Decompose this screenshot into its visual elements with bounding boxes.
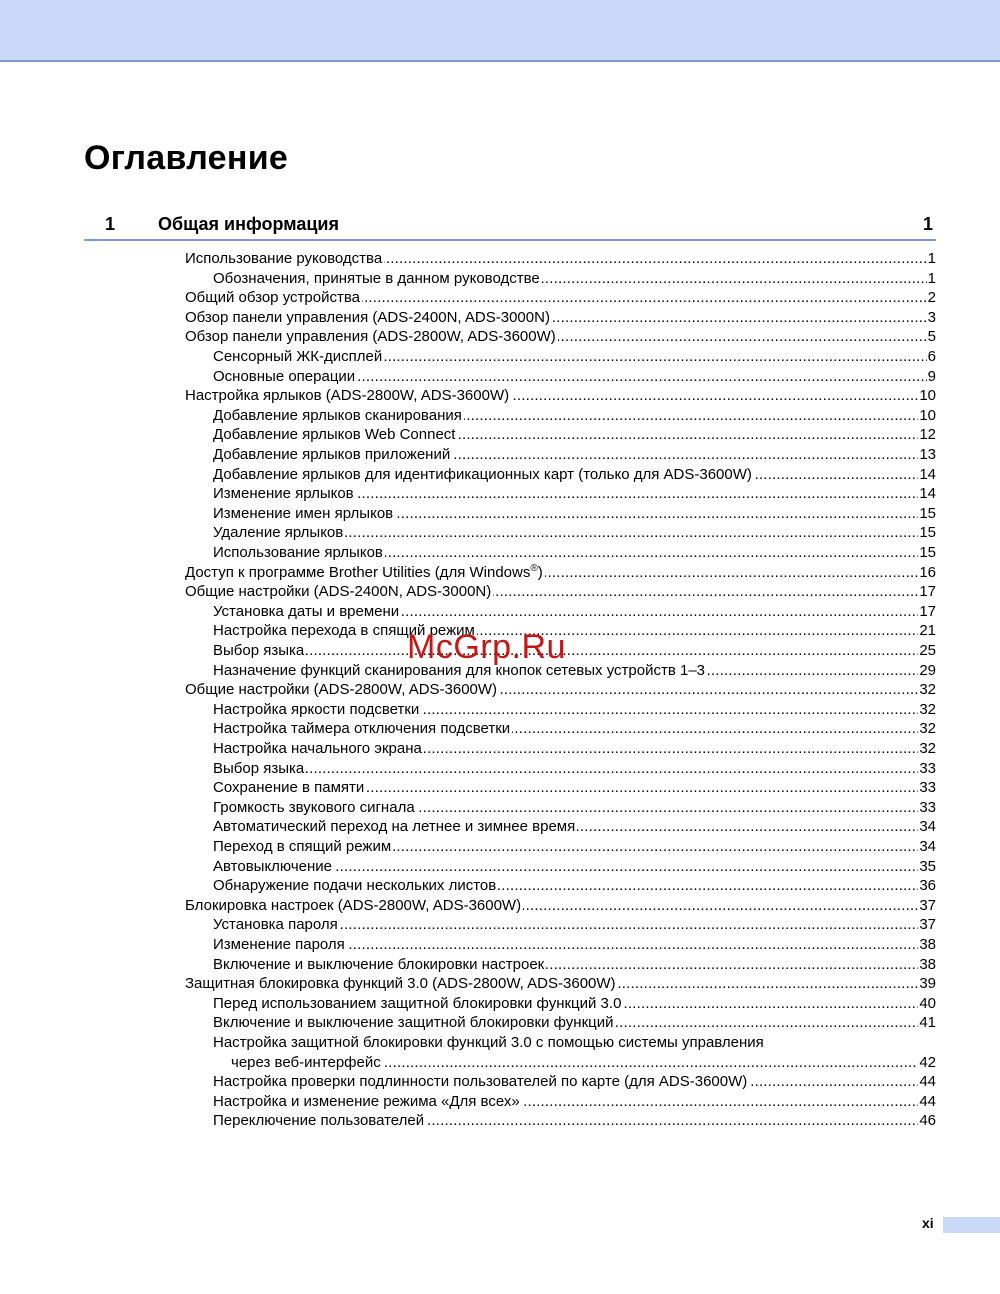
toc-entry[interactable] <box>213 367 936 387</box>
toc-entry[interactable] <box>213 504 936 524</box>
toc-entry-page: 15 <box>919 504 936 522</box>
toc-entry-page: 15 <box>919 544 936 561</box>
toc-entry-text: Настройка и изменение режима «Для всех» <box>213 1092 520 1110</box>
toc-entry[interactable] <box>213 425 936 445</box>
toc-entry-page: 42 <box>919 1053 936 1071</box>
toc-entry-text: Выбор языка <box>213 759 305 777</box>
toc-entry-page: 17 <box>919 602 936 620</box>
toc-entry[interactable] <box>213 915 936 935</box>
toc-entry[interactable] <box>185 680 936 700</box>
toc-entry[interactable] <box>213 739 936 759</box>
toc-entry[interactable] <box>213 406 936 426</box>
toc-entry[interactable] <box>213 817 936 837</box>
toc-entry[interactable] <box>185 582 936 602</box>
toc-entry-page: 9 <box>927 367 936 385</box>
footer-page-number: xi <box>922 1215 934 1231</box>
toc-entry[interactable] <box>213 837 936 857</box>
toc-entry-page: 33 <box>919 759 936 777</box>
toc-entry-text: Защитная блокировка функций 3.0 (ADS-2800W, ADS-3600W) <box>185 975 616 993</box>
toc-entry[interactable] <box>231 1053 936 1073</box>
toc-entry-page: 32 <box>919 700 936 718</box>
toc-entry[interactable] <box>213 347 936 367</box>
toc-entry[interactable] <box>185 288 936 308</box>
toc-entry-text: Обнаружение подачи нескольких листов <box>213 877 497 895</box>
page-title: Оглавление <box>84 139 289 177</box>
toc-entry-text: Добавление ярлыков приложений <box>213 446 451 463</box>
toc-entry-page: 36 <box>919 877 936 895</box>
toc-entry-page: 5 <box>927 328 936 346</box>
toc-entry[interactable] <box>185 327 936 347</box>
toc-entry-text: Настройка проверки подлинности пользователей по карте (для ADS-3600W) <box>213 1073 748 1091</box>
toc-entry-text: Изменение пароля <box>213 936 345 953</box>
toc-entry-page: 21 <box>919 622 936 640</box>
toc-entry-page: 38 <box>919 936 936 953</box>
toc-entry[interactable] <box>213 621 936 641</box>
toc-entry[interactable] <box>213 1072 936 1092</box>
toc-entry[interactable] <box>185 308 936 328</box>
toc-entry-text: Настройка начального экрана <box>213 740 422 757</box>
toc-entry[interactable] <box>213 955 936 975</box>
watermark: McGrp.Ru <box>407 628 566 666</box>
toc-entry-text-after: ) <box>537 563 543 581</box>
top-header-band <box>0 0 1000 62</box>
toc-entry-text: Переход в спящий режим <box>213 838 392 855</box>
toc-entry-page: 3 <box>927 308 936 326</box>
toc-entry-page: 33 <box>919 779 936 797</box>
toc-entry-page: 37 <box>919 916 936 934</box>
toc-entry-page: 32 <box>919 740 936 757</box>
toc-entry[interactable] <box>213 994 936 1014</box>
toc-entry-page: 41 <box>919 1014 936 1032</box>
toc-entry[interactable] <box>213 484 936 504</box>
toc-entry[interactable] <box>213 641 936 661</box>
toc-entry-text <box>185 564 545 581</box>
toc-entry-page: 34 <box>919 818 936 836</box>
toc-entry[interactable] <box>213 661 936 681</box>
toc-entry-text: Автоматический переход на летнее и зимнее время <box>213 818 576 836</box>
toc-entry-text: Переключение пользователей <box>213 1112 425 1130</box>
toc-entry-page: 39 <box>919 975 936 993</box>
toc-entry-page: 35 <box>919 857 936 875</box>
toc-entry[interactable] <box>213 876 936 896</box>
toc-entry[interactable] <box>213 1092 936 1112</box>
toc-entry-text: Настройка таймера отключения подсветки <box>213 720 511 738</box>
toc-entry[interactable] <box>213 719 936 739</box>
chapter-number: 1 <box>105 214 116 234</box>
toc-entry-text: Включение и выключение защитной блокировки функций <box>213 1014 614 1032</box>
toc-entry[interactable] <box>213 1013 936 1033</box>
toc-entry-page: 1 <box>927 269 936 287</box>
toc-entry-text: Сохранение в памяти <box>213 779 365 797</box>
toc-entry-page: 12 <box>919 426 936 444</box>
toc-entry-text: Добавление ярлыков для идентификационных карт (только для ADS-3600W) <box>213 465 752 483</box>
toc-entry-text: Блокировка настроек (ADS-2800W, ADS-3600W) <box>185 896 522 914</box>
toc-entry-page: 32 <box>919 720 936 738</box>
chapter-title: Общая информация <box>158 214 339 234</box>
toc-entry-page: 32 <box>919 681 936 699</box>
toc-entry-page: 1 <box>927 250 936 267</box>
toc-entry-text: Общий обзор устройства <box>185 289 360 307</box>
toc-entry-page: 16 <box>919 563 936 581</box>
chapter-heading[interactable] <box>84 211 936 241</box>
toc-entry[interactable] <box>213 1111 936 1131</box>
toc-entry-text: Изменение ярлыков <box>213 485 354 503</box>
toc-entry-text: Сенсорный ЖК-дисплей <box>213 348 383 365</box>
toc-entry-text: Обзор панели управления (ADS-2800W, ADS-3600W) <box>185 328 556 346</box>
toc-entry[interactable] <box>213 700 936 720</box>
toc-entry-page: 10 <box>919 387 936 405</box>
toc-entry-page: 25 <box>919 642 936 659</box>
toc-entry-text: Автовыключение <box>213 857 333 875</box>
toc-entry-text: Добавление ярлыков сканирования <box>213 406 462 424</box>
toc-entry-text: через веб-интерфейс <box>231 1053 381 1071</box>
toc-entry-text: Перед использованием защитной блокировки функций 3.0 <box>213 994 622 1012</box>
toc-entry-text-main: Доступ к программе Brother Utilities (для Windows <box>185 563 531 581</box>
toc-entry-text: Настройка яркости подсветки <box>213 700 420 718</box>
toc-entry[interactable] <box>185 563 936 583</box>
toc-entry-text: Включение и выключение блокировки настроек <box>213 955 545 973</box>
toc-entry[interactable] <box>213 857 936 877</box>
toc-entry-text: Обзор панели управления (ADS-2400N, ADS-3000N) <box>185 308 550 326</box>
toc-entry[interactable] <box>213 602 936 622</box>
registered-mark: ® <box>530 562 538 574</box>
toc-entry[interactable] <box>185 974 936 994</box>
toc-entry-page: 2 <box>927 289 936 307</box>
toc-entry-text: Удаление ярлыков <box>213 524 344 542</box>
toc-entry-text: Добавление ярлыков Web Connect <box>213 426 456 444</box>
toc-entry-page: 38 <box>919 955 936 973</box>
toc-entry-text: Настройка ярлыков (ADS-2800W, ADS-3600W) <box>185 387 510 405</box>
toc-entry-page: 46 <box>919 1112 936 1130</box>
toc-entry-text: Общие настройки (ADS-2400N, ADS-3000N) <box>185 583 492 601</box>
toc-entry[interactable] <box>213 759 936 779</box>
toc-entry-text: Обозначения, принятые в данном руководстве <box>213 269 540 287</box>
toc-entry[interactable] <box>185 249 936 269</box>
toc-entry[interactable] <box>213 798 936 818</box>
toc-entry-page: 29 <box>919 661 936 679</box>
chapter-page-number: 1 <box>922 214 933 234</box>
toc-entry-page: 44 <box>919 1073 936 1091</box>
toc-entry-text: Настройка защитной блокировки функций 3.0 с помощью системы управления <box>213 1034 764 1051</box>
toc-entry-text: Громкость звукового сигнала <box>213 798 415 816</box>
toc-entry-page: 17 <box>919 583 936 601</box>
toc-entry-page: 10 <box>919 406 936 424</box>
toc-entry-page: 14 <box>919 465 936 483</box>
toc-entry-text: Основные операции <box>213 367 356 385</box>
toc-entry-text: Установка даты и времени <box>213 602 400 620</box>
toc-entry-page: 14 <box>919 485 936 503</box>
toc-entry-page: 6 <box>927 348 936 365</box>
toc-entry-text: Общие настройки (ADS-2800W, ADS-3600W) <box>185 681 498 699</box>
footer-tab <box>943 1217 1000 1233</box>
toc-entry[interactable] <box>185 386 936 406</box>
toc-entry-page: 15 <box>919 524 936 542</box>
toc-entry-page: 44 <box>919 1092 936 1110</box>
toc-entry-page: 37 <box>919 896 936 914</box>
toc-entry-text: Использование руководства <box>185 250 383 267</box>
toc-entry-page: 13 <box>919 446 936 463</box>
toc-entry-text: Назначение функций сканирования для кнопок сетевых устройств 1–3 <box>213 661 706 679</box>
toc-entry[interactable] <box>213 778 936 798</box>
toc-entry[interactable] <box>185 896 936 916</box>
toc-entry[interactable] <box>213 465 936 485</box>
toc-entry-text: Установка пароля <box>213 916 338 934</box>
toc-entry[interactable] <box>213 523 936 543</box>
toc-entry-text: Изменение имен ярлыков <box>213 504 394 522</box>
toc-entry-text: Использование ярлыков <box>213 544 383 561</box>
toc-entry[interactable] <box>213 445 936 465</box>
toc-entry-page: 40 <box>919 994 936 1012</box>
toc-entry[interactable] <box>213 935 936 955</box>
toc-entry-text: Выбор языка <box>213 642 305 659</box>
toc-entry[interactable] <box>213 269 936 289</box>
toc-entry-text: Настройка перехода в спящий режим <box>213 622 475 640</box>
toc-entry[interactable] <box>213 543 936 563</box>
toc-entry[interactable] <box>213 1033 936 1053</box>
toc-entry-page: 34 <box>919 838 936 855</box>
toc-entry-page: 33 <box>919 798 936 816</box>
